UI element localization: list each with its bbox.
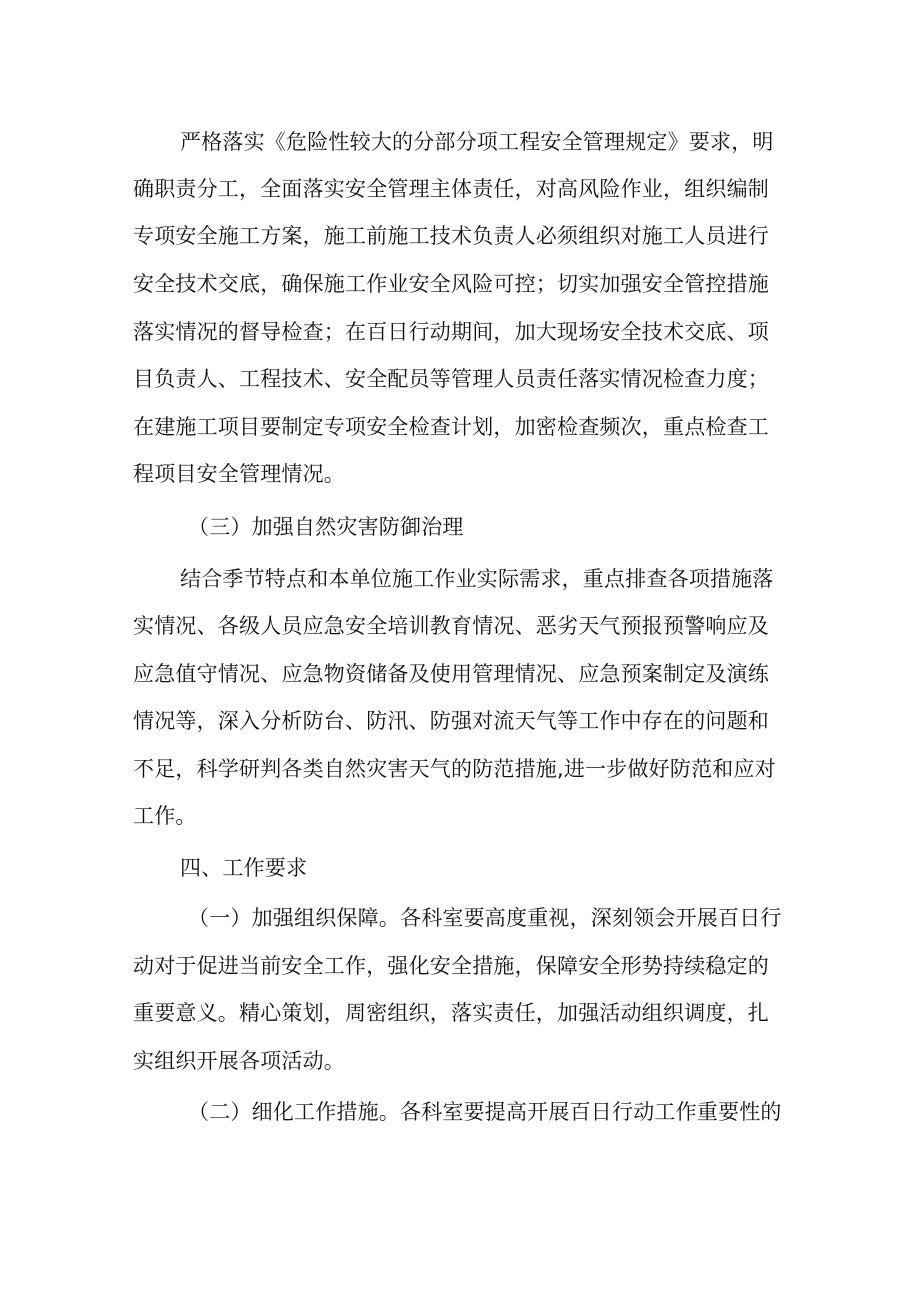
- para3-line-2: 动对于促进当前安全工作，强化安全措施，保障安全形势持续稳定的: [133, 954, 769, 978]
- para1-line-6: 目负责人、工程技术、安全配员等管理人员责任落实情况检查力度；: [133, 367, 769, 391]
- para1-line-3: 专项安全施工方案，施工前施工技术负责人必须组织对施工人员进行: [133, 224, 769, 248]
- para3-line-4: 实组织开展各项活动。: [133, 1049, 345, 1073]
- para2-line-3: 应急值守情况、应急物资储备及使用管理情况、应急预案制定及演练: [133, 662, 769, 686]
- para2-line-4: 情况等，深入分析防台、防汛、防强对流天气等工作中存在的问题和: [133, 709, 769, 733]
- section-heading-3: （三）加强自然灾害防御治理: [188, 515, 464, 539]
- section-heading-4: 四、工作要求: [180, 856, 308, 880]
- para1-line-1: 严格落实《危险性较大的分部分项工程安全管理规定》要求，明: [180, 130, 774, 154]
- para2-line-2: 实情况、各级人员应急安全培训教育情况、恶劣天气预报预警响应及: [133, 614, 769, 638]
- para2-line-1: 结合季节特点和本单位施工作业实际需求，重点排查各项措施落: [180, 567, 774, 591]
- para3-line-1: （一）加强组织保障。各科室要高度重视，深刻领会开展百日行: [188, 906, 782, 930]
- para4-line-1: （二）细化工作措施。各科室要提高开展百日行动工作重要性的: [188, 1100, 782, 1124]
- para2-line-6: 工作。: [133, 804, 197, 828]
- para1-line-8: 程项目安全管理情况。: [133, 462, 345, 486]
- para2-line-5: 不足，科学研判各类自然灾害天气的防范措施,进一步做好防范和应对: [133, 757, 776, 781]
- para1-line-7: 在建施工项目要制定专项安全检查计划，加密检查频次，重点检查工: [133, 415, 769, 439]
- para1-line-2: 确职责分工，全面落实安全管理主体责任，对高风险作业，组织编制: [133, 177, 769, 201]
- para3-line-3: 重要意义。精心策划，周密组织，落实责任，加强活动组织调度，扎: [133, 1001, 769, 1025]
- para1-line-5: 落实情况的督导检查；在百日行动期间，加大现场安全技术交底、项: [133, 320, 769, 344]
- para1-line-4: 安全技术交底，确保施工作业安全风险可控；切实加强安全管控措施: [133, 272, 769, 296]
